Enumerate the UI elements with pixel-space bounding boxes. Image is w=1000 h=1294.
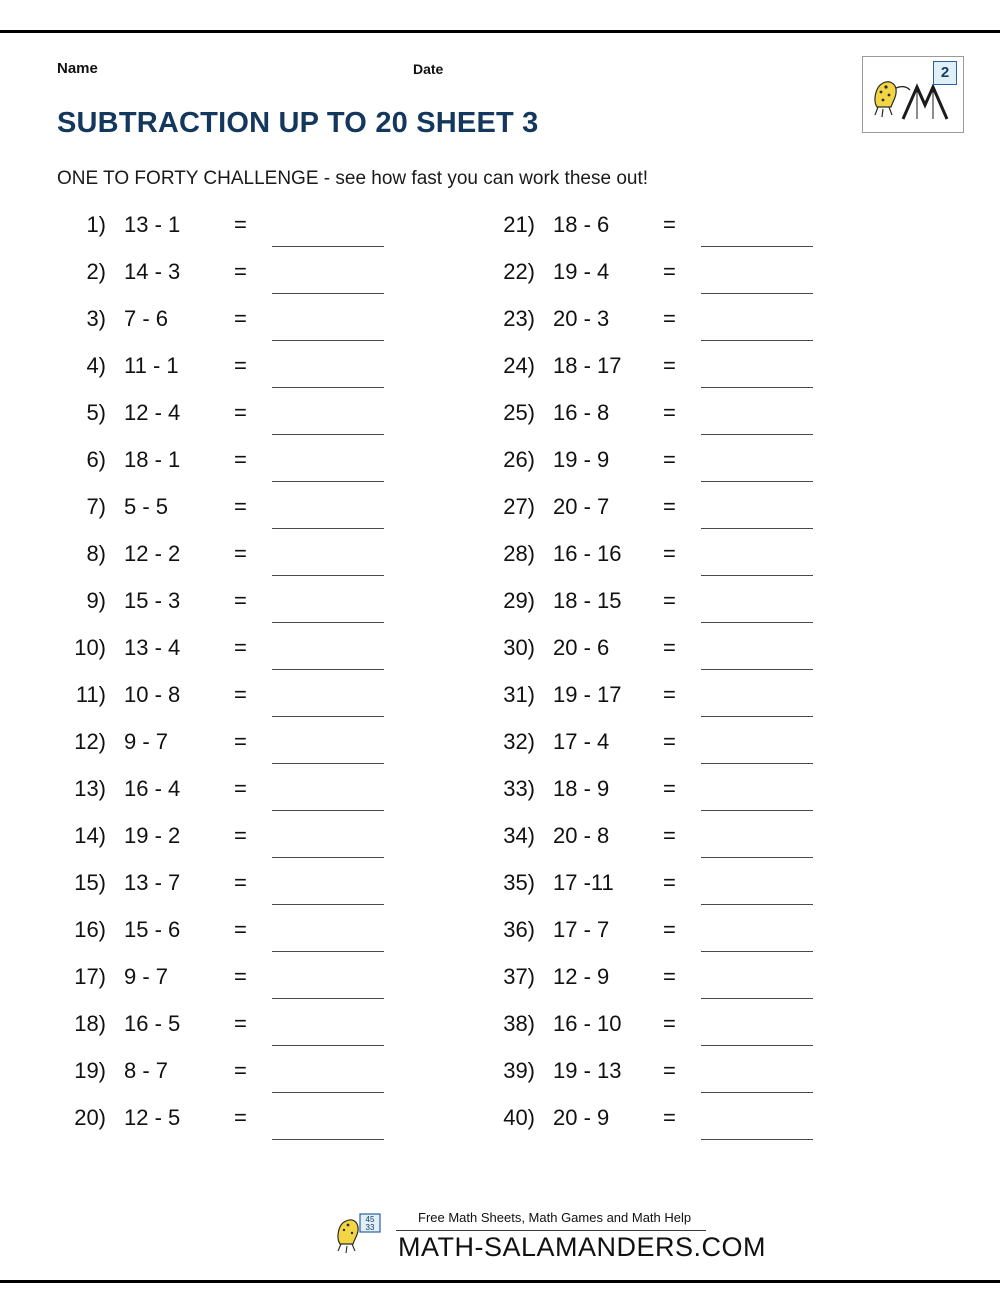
question-number: 18): [74, 1011, 106, 1036]
question-number: 1): [86, 212, 106, 237]
question-number: 31): [503, 682, 535, 707]
equals-sign: =: [234, 1105, 247, 1130]
answer-blank[interactable]: [272, 635, 384, 670]
question-number: 12): [74, 729, 106, 754]
question-expression: 20 - 3: [553, 306, 610, 331]
equals-sign: =: [234, 447, 247, 472]
answer-blank[interactable]: [701, 212, 813, 247]
equals-sign: =: [663, 306, 676, 331]
answer-blank[interactable]: [272, 729, 384, 764]
question-number: 15): [74, 870, 106, 895]
answer-blank[interactable]: [701, 635, 813, 670]
footer-salamander-icon: [328, 1200, 398, 1260]
question-number: 11): [75, 682, 106, 707]
question-row: [487, 306, 813, 353]
question-expression: 19 - 17: [553, 682, 622, 707]
answer-blank[interactable]: [272, 353, 384, 388]
equals-sign: =: [663, 964, 676, 989]
question-row: [58, 447, 384, 494]
question-number: 3): [86, 306, 106, 331]
question-expression: 17 - 7: [553, 917, 610, 942]
equals-sign: =: [234, 400, 247, 425]
equals-sign: =: [663, 1105, 676, 1130]
question-number: 39): [503, 1058, 535, 1083]
equals-sign: =: [234, 259, 247, 284]
question-row: [487, 1105, 813, 1152]
logo-grade-badge: 2: [933, 61, 957, 85]
answer-blank[interactable]: [701, 447, 813, 482]
equals-sign: =: [663, 588, 676, 613]
page-subtitle: ONE TO FORTY CHALLENGE - see how fast you can work these out!: [57, 168, 649, 189]
question-row: [487, 776, 813, 823]
question-number: 10): [74, 635, 106, 660]
question-row: [58, 259, 384, 306]
question-number: 35): [503, 870, 535, 895]
equals-sign: =: [663, 447, 676, 472]
question-expression: 19 - 9: [553, 447, 610, 472]
equals-sign: =: [234, 729, 247, 754]
answer-blank[interactable]: [701, 682, 813, 717]
question-row: [487, 259, 813, 306]
question-row: [58, 541, 384, 588]
answer-blank[interactable]: [701, 964, 813, 999]
question-row: [58, 729, 384, 776]
equals-sign: =: [234, 823, 247, 848]
question-expression: 16 - 4: [124, 776, 181, 801]
question-row: [487, 447, 813, 494]
equals-sign: =: [663, 823, 676, 848]
question-number: 8): [86, 541, 106, 566]
question-row: [487, 494, 813, 541]
question-expression: 9 - 7: [124, 729, 169, 754]
footer-tagline: Free Math Sheets, Math Games and Math Help: [418, 1210, 692, 1225]
question-row: [487, 1011, 813, 1058]
answer-blank[interactable]: [701, 259, 813, 294]
question-expression: 18 - 6: [553, 212, 610, 237]
footer-site-name: MATH-SALAMANDERS.COM: [398, 1232, 767, 1262]
question-expression: 12 - 2: [124, 541, 181, 566]
question-expression: 19 - 4: [553, 259, 610, 284]
svg-text:33: 33: [365, 1223, 375, 1232]
equals-sign: =: [663, 541, 676, 566]
question-expression: 11 - 1: [124, 353, 179, 378]
question-number: 26): [503, 447, 535, 472]
question-expression: 13 - 4: [124, 635, 181, 660]
question-row: [487, 588, 813, 635]
question-expression: 19 - 2: [124, 823, 181, 848]
questions-column-right: [487, 212, 813, 1152]
date-label: Date: [413, 61, 444, 77]
question-number: 22): [503, 259, 535, 284]
question-number: 29): [503, 588, 535, 613]
question-number: 40): [503, 1105, 535, 1130]
question-expression: 12 - 9: [553, 964, 610, 989]
question-expression: 7 - 6: [124, 306, 169, 331]
question-row: [487, 870, 813, 917]
question-row: [58, 494, 384, 541]
answer-blank[interactable]: [701, 1058, 813, 1093]
question-row: [58, 635, 384, 682]
question-expression: 16 - 8: [553, 400, 610, 425]
equals-sign: =: [663, 729, 676, 754]
answer-blank[interactable]: [272, 259, 384, 294]
question-number: 32): [503, 729, 535, 754]
question-number: 13): [74, 776, 106, 801]
answer-blank[interactable]: [701, 400, 813, 435]
answer-blank[interactable]: [701, 306, 813, 341]
equals-sign: =: [663, 353, 676, 378]
answer-blank[interactable]: [701, 541, 813, 576]
answer-blank[interactable]: [272, 212, 384, 247]
answer-blank[interactable]: [272, 823, 384, 858]
question-expression: 14 - 3: [124, 259, 181, 284]
answer-blank[interactable]: [272, 682, 384, 717]
question-expression: 19 - 13: [553, 1058, 622, 1083]
question-expression: 20 - 7: [553, 494, 610, 519]
bottom-divider: [0, 1280, 1000, 1283]
answer-blank[interactable]: [701, 494, 813, 529]
question-number: 37): [503, 964, 535, 989]
equals-sign: =: [234, 541, 247, 566]
svg-text:45: 45: [365, 1215, 375, 1224]
equals-sign: =: [663, 212, 676, 237]
answer-blank[interactable]: [701, 353, 813, 388]
question-number: 21): [503, 212, 535, 237]
answer-blank[interactable]: [272, 447, 384, 482]
top-divider: [0, 30, 1000, 33]
equals-sign: =: [234, 212, 247, 237]
question-number: 28): [503, 541, 535, 566]
question-expression: 20 - 8: [553, 823, 610, 848]
question-row: [487, 917, 813, 964]
answer-blank[interactable]: [272, 494, 384, 529]
question-number: 36): [503, 917, 535, 942]
question-number: 19): [74, 1058, 106, 1083]
question-number: 27): [503, 494, 535, 519]
question-number: 5): [86, 400, 106, 425]
equals-sign: =: [663, 259, 676, 284]
answer-blank[interactable]: [272, 964, 384, 999]
equals-sign: =: [663, 1058, 676, 1083]
name-label: Name: [57, 60, 98, 77]
question-row: [58, 870, 384, 917]
equals-sign: =: [234, 588, 247, 613]
question-number: 34): [503, 823, 535, 848]
answer-blank[interactable]: [272, 306, 384, 341]
question-expression: 16 - 10: [553, 1011, 622, 1036]
question-expression: 15 - 6: [124, 917, 181, 942]
equals-sign: =: [234, 635, 247, 660]
question-number: 14): [74, 823, 106, 848]
answer-blank[interactable]: [272, 1105, 384, 1140]
question-number: 38): [503, 1011, 535, 1036]
question-row: [58, 212, 384, 259]
answer-blank[interactable]: [272, 588, 384, 623]
question-row: [58, 682, 384, 729]
question-row: [487, 212, 813, 259]
question-expression: 12 - 5: [124, 1105, 181, 1130]
question-number: 23): [503, 306, 535, 331]
question-number: 9): [86, 588, 106, 613]
answer-blank[interactable]: [272, 917, 384, 952]
question-row: [58, 400, 384, 447]
equals-sign: =: [663, 870, 676, 895]
question-row: [58, 917, 384, 964]
question-expression: 18 - 15: [553, 588, 622, 613]
question-expression: 17 -11: [553, 870, 614, 895]
question-row: [58, 964, 384, 1011]
equals-sign: =: [234, 1058, 247, 1083]
question-number: 6): [86, 447, 106, 472]
answer-blank[interactable]: [701, 870, 813, 905]
answer-blank[interactable]: [701, 588, 813, 623]
answer-blank[interactable]: [701, 823, 813, 858]
equals-sign: =: [663, 400, 676, 425]
question-expression: 18 - 17: [553, 353, 622, 378]
equals-sign: =: [234, 870, 247, 895]
equals-sign: =: [663, 776, 676, 801]
question-expression: 9 - 7: [124, 964, 169, 989]
question-row: [487, 964, 813, 1011]
question-expression: 13 - 7: [124, 870, 181, 895]
question-expression: 15 - 3: [124, 588, 181, 613]
question-row: [487, 353, 813, 400]
answer-blank[interactable]: [272, 870, 384, 905]
question-expression: 16 - 5: [124, 1011, 181, 1036]
answer-blank[interactable]: [272, 776, 384, 811]
equals-sign: =: [234, 776, 247, 801]
question-expression: 20 - 6: [553, 635, 610, 660]
question-row: [487, 682, 813, 729]
question-expression: 8 - 7: [124, 1058, 169, 1083]
question-row: [487, 635, 813, 682]
equals-sign: =: [663, 917, 676, 942]
question-row: [58, 776, 384, 823]
question-expression: 5 - 5: [124, 494, 169, 519]
answer-blank[interactable]: [701, 917, 813, 952]
equals-sign: =: [234, 682, 247, 707]
answer-blank[interactable]: [272, 1058, 384, 1093]
question-row: [58, 1105, 384, 1152]
question-row: [487, 541, 813, 588]
answer-blank[interactable]: [701, 1105, 813, 1140]
answer-blank[interactable]: [272, 541, 384, 576]
question-expression: 10 - 8: [124, 682, 181, 707]
footer: [0, 1190, 1000, 1270]
question-expression: 20 - 9: [553, 1105, 610, 1130]
question-expression: 17 - 4: [553, 729, 610, 754]
answer-blank[interactable]: [701, 776, 813, 811]
question-row: [58, 823, 384, 870]
question-row: [487, 823, 813, 870]
question-expression: 18 - 9: [553, 776, 610, 801]
question-number: 25): [503, 400, 535, 425]
question-expression: 13 - 1: [124, 212, 181, 237]
question-row: [487, 400, 813, 447]
question-number: 2): [86, 259, 106, 284]
question-number: 20): [74, 1105, 106, 1130]
equals-sign: =: [663, 682, 676, 707]
question-expression: 16 - 16: [553, 541, 622, 566]
question-row: [487, 1058, 813, 1105]
question-number: 24): [503, 353, 535, 378]
question-row: [58, 1011, 384, 1058]
question-number: 17): [74, 964, 106, 989]
question-expression: 18 - 1: [124, 447, 181, 472]
question-row: [58, 588, 384, 635]
equals-sign: =: [234, 964, 247, 989]
header-logo: [862, 56, 964, 133]
question-number: 30): [503, 635, 535, 660]
equals-sign: =: [234, 306, 247, 331]
question-row: [58, 306, 384, 353]
equals-sign: =: [663, 635, 676, 660]
question-number: 4): [86, 353, 106, 378]
question-number: 7): [86, 494, 106, 519]
question-row: [58, 353, 384, 400]
answer-blank[interactable]: [701, 1011, 813, 1046]
equals-sign: =: [234, 917, 247, 942]
footer-divider: [396, 1230, 706, 1231]
equals-sign: =: [234, 1011, 247, 1036]
question-row: [487, 729, 813, 776]
equals-sign: =: [234, 353, 247, 378]
equals-sign: =: [234, 494, 247, 519]
page-title: SUBTRACTION UP TO 20 SHEET 3: [57, 107, 539, 139]
answer-blank[interactable]: [272, 400, 384, 435]
answer-blank[interactable]: [272, 1011, 384, 1046]
question-number: 33): [503, 776, 535, 801]
equals-sign: =: [663, 1011, 676, 1036]
questions-column-left: [58, 212, 384, 1152]
question-number: 16): [74, 917, 106, 942]
answer-blank[interactable]: [701, 729, 813, 764]
question-row: [58, 1058, 384, 1105]
equals-sign: =: [663, 494, 676, 519]
question-expression: 12 - 4: [124, 400, 181, 425]
